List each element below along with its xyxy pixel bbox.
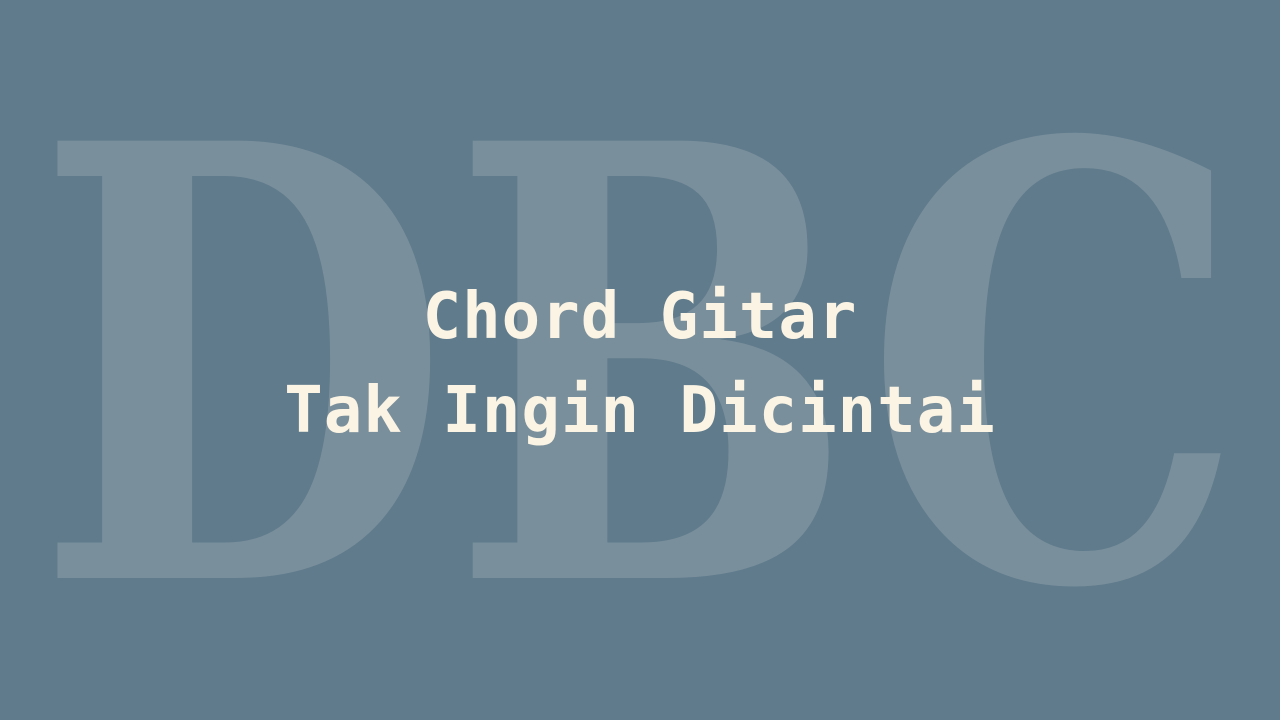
title-line-2: Tak Ingin Dicintai bbox=[284, 374, 996, 448]
title-line-1: Chord Gitar bbox=[422, 280, 858, 354]
title-block bbox=[0, 270, 1280, 458]
watermark-text: DBC bbox=[35, 15, 1245, 720]
